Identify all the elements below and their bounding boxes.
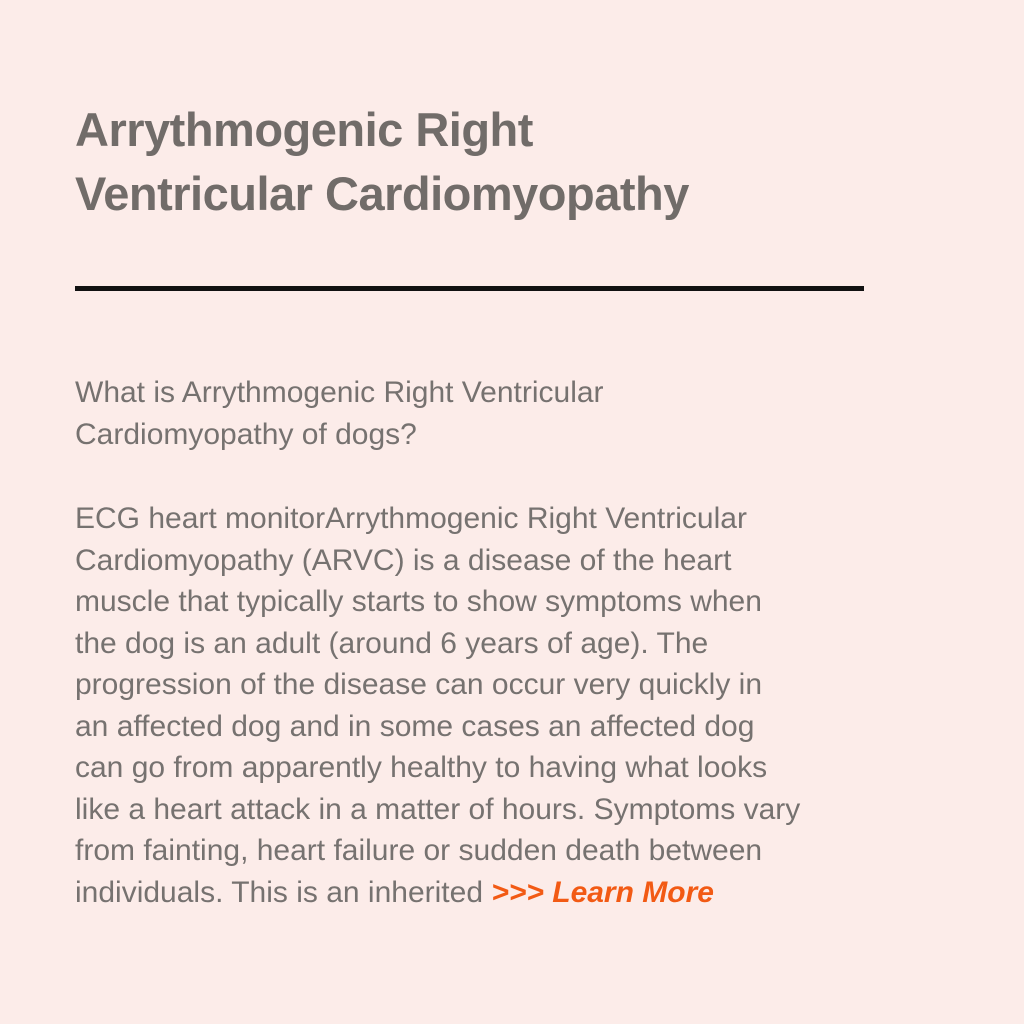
body-line-text: individuals. This is an inherited <box>75 875 492 909</box>
body-line: from fainting, heart failure or sudden death between <box>75 834 763 867</box>
article-question <box>75 372 875 456</box>
body-last-line <box>75 872 895 914</box>
article-body <box>75 498 895 913</box>
article-title-line-2: Ventricular Cardiomyopathy <box>75 167 689 220</box>
article-title-line-1: Arrythmogenic Right <box>75 103 533 156</box>
body-line: muscle that typically starts to show symptoms when <box>75 585 762 618</box>
body-line: Cardiomyopathy (ARVC) is a disease of the heart <box>75 543 732 577</box>
question-line-2: Cardiomyopathy of dogs? <box>75 418 417 451</box>
body-line: an affected dog and in some cases an affected dog <box>75 709 755 743</box>
title-divider <box>75 286 864 291</box>
body-line: progression of the disease can occur very quickly in <box>75 668 763 701</box>
body-line: like a heart attack in a matter of hours. Symptoms vary <box>75 792 801 826</box>
body-line: the dog is an adult (around 6 years of age). The <box>75 626 709 660</box>
body-line: ECG heart monitorArrythmogenic Right Ventricular <box>75 502 747 535</box>
learn-more-link[interactable]: >>> Learn More <box>491 875 714 909</box>
article-title <box>75 98 875 226</box>
question-line-1: What is Arrythmogenic Right Ventricular <box>75 376 604 409</box>
body-line: can go from apparently healthy to having what looks <box>75 751 768 784</box>
